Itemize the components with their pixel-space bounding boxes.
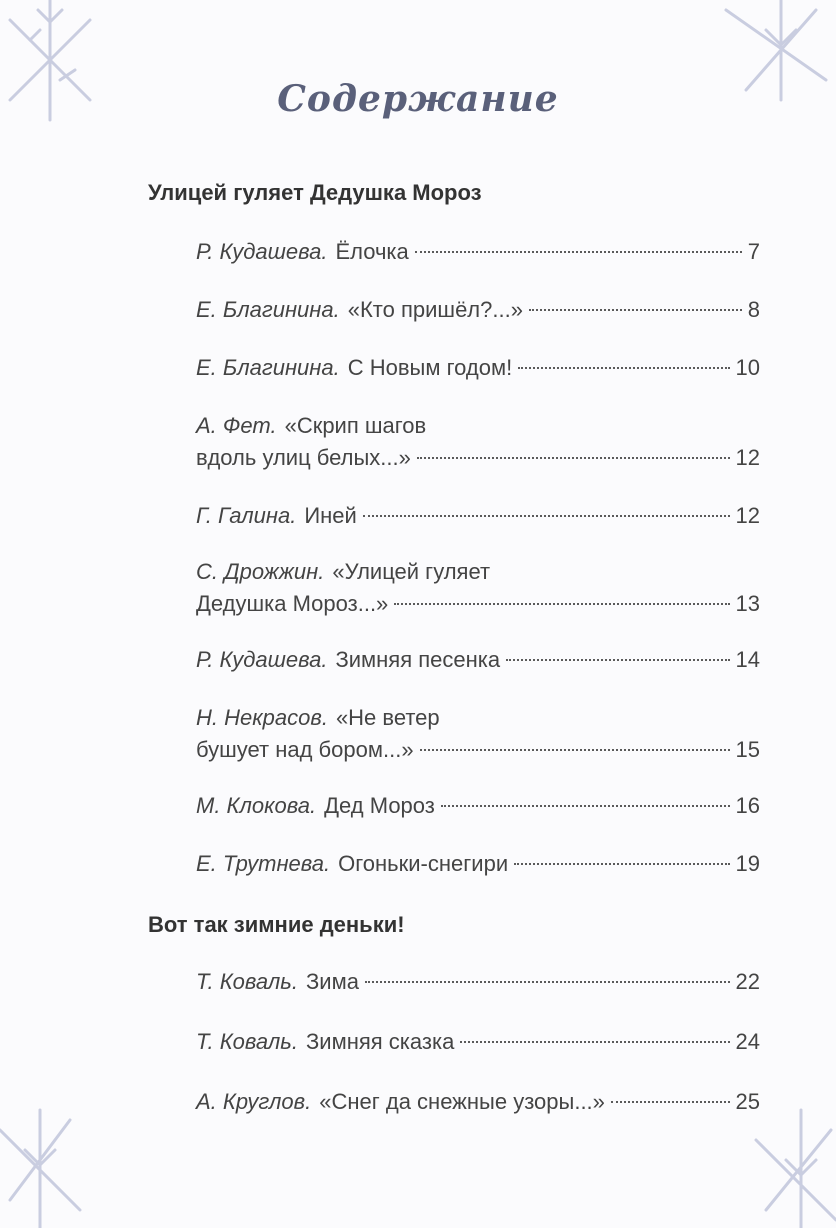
entry-author: Р. Кудашева. <box>196 239 328 264</box>
entry-title: Зимняя песенка <box>335 647 501 672</box>
entry-page: 16 <box>735 793 760 818</box>
entry-page: 7 <box>747 239 760 264</box>
entry-page: 13 <box>735 591 760 616</box>
entry-title: «Снег да снежные узоры...» <box>319 1089 605 1114</box>
entry-title: «Улицей гуляет <box>332 559 491 584</box>
entry-author: Г. Галина. <box>196 503 297 528</box>
toc-entry[interactable] <box>196 556 760 620</box>
entry-author: Н. Некрасов. <box>196 705 328 730</box>
dot-leader <box>518 367 729 369</box>
entry-author: Т. Коваль. <box>196 969 298 994</box>
dot-leader <box>514 863 729 865</box>
entry-title: Дед Мороз <box>324 793 435 818</box>
entry-title-continued: Дедушка Мороз...» <box>196 591 389 616</box>
toc-entry[interactable] <box>196 1086 760 1118</box>
toc-entry[interactable] <box>196 790 760 822</box>
entry-title: «Кто пришёл?...» <box>347 297 523 322</box>
entry-author: С. Дрожжин. <box>196 559 325 584</box>
entry-page: 12 <box>735 445 760 470</box>
entry-author: Т. Коваль. <box>196 1029 298 1054</box>
section-title: Улицей гуляет Дедушка Мороз <box>148 180 482 205</box>
entry-author: Р. Кудашева. <box>196 647 328 672</box>
entry-title-continued: бушует над бором...» <box>196 737 414 762</box>
dot-leader <box>611 1101 730 1103</box>
dot-leader <box>417 457 730 459</box>
entry-page: 12 <box>735 503 760 528</box>
entry-author: А. Круглов. <box>196 1089 312 1114</box>
toc-entry[interactable] <box>196 702 760 766</box>
entry-page: 15 <box>735 737 760 762</box>
dot-leader <box>460 1041 729 1043</box>
dot-leader <box>420 749 730 751</box>
dot-leader <box>415 251 742 253</box>
entry-title: «Не ветер <box>335 705 440 730</box>
entry-title-continued: вдоль улиц белых...» <box>196 445 411 470</box>
entry-title: «Скрип шагов <box>284 413 427 438</box>
entry-page: 8 <box>747 297 760 322</box>
toc-entry[interactable] <box>196 848 760 880</box>
toc-entry[interactable] <box>196 352 760 384</box>
entry-page: 24 <box>735 1029 760 1054</box>
entry-title: Зима <box>306 969 359 994</box>
snowflake-icon <box>0 1090 120 1228</box>
entry-page: 19 <box>735 851 760 876</box>
entry-author: М. Клокова. <box>196 793 317 818</box>
page-title: Содержание <box>277 78 559 120</box>
entry-author: Е. Благинина. <box>196 297 340 322</box>
toc-entry[interactable] <box>196 966 760 998</box>
toc-entry[interactable] <box>196 236 760 268</box>
dot-leader <box>506 659 729 661</box>
entry-page: 10 <box>735 355 760 380</box>
dot-leader <box>441 805 730 807</box>
entry-page: 14 <box>735 647 760 672</box>
entry-author: А. Фет. <box>196 413 277 438</box>
entry-page: 25 <box>735 1089 760 1114</box>
dot-leader <box>365 981 730 983</box>
toc-entry[interactable] <box>196 410 760 474</box>
entry-title: Огоньки-снегири <box>338 851 509 876</box>
toc-entry[interactable] <box>196 294 760 326</box>
toc-entry[interactable] <box>196 644 760 676</box>
snowflake-icon <box>0 0 130 150</box>
dot-leader <box>529 309 742 311</box>
entry-author: Е. Благинина. <box>196 355 340 380</box>
dot-leader <box>363 515 730 517</box>
entry-title: Иней <box>304 503 357 528</box>
section-title: Вот так зимние деньки! <box>148 912 405 937</box>
entry-title: Зимняя сказка <box>306 1029 455 1054</box>
toc-entry[interactable] <box>196 1026 760 1058</box>
entry-author: Е. Трутнева. <box>196 851 331 876</box>
dot-leader <box>394 603 729 605</box>
entry-title: С Новым годом! <box>347 355 513 380</box>
entry-title: Ёлочка <box>335 239 409 264</box>
entry-page: 22 <box>735 969 760 994</box>
toc-entry[interactable] <box>196 500 760 532</box>
